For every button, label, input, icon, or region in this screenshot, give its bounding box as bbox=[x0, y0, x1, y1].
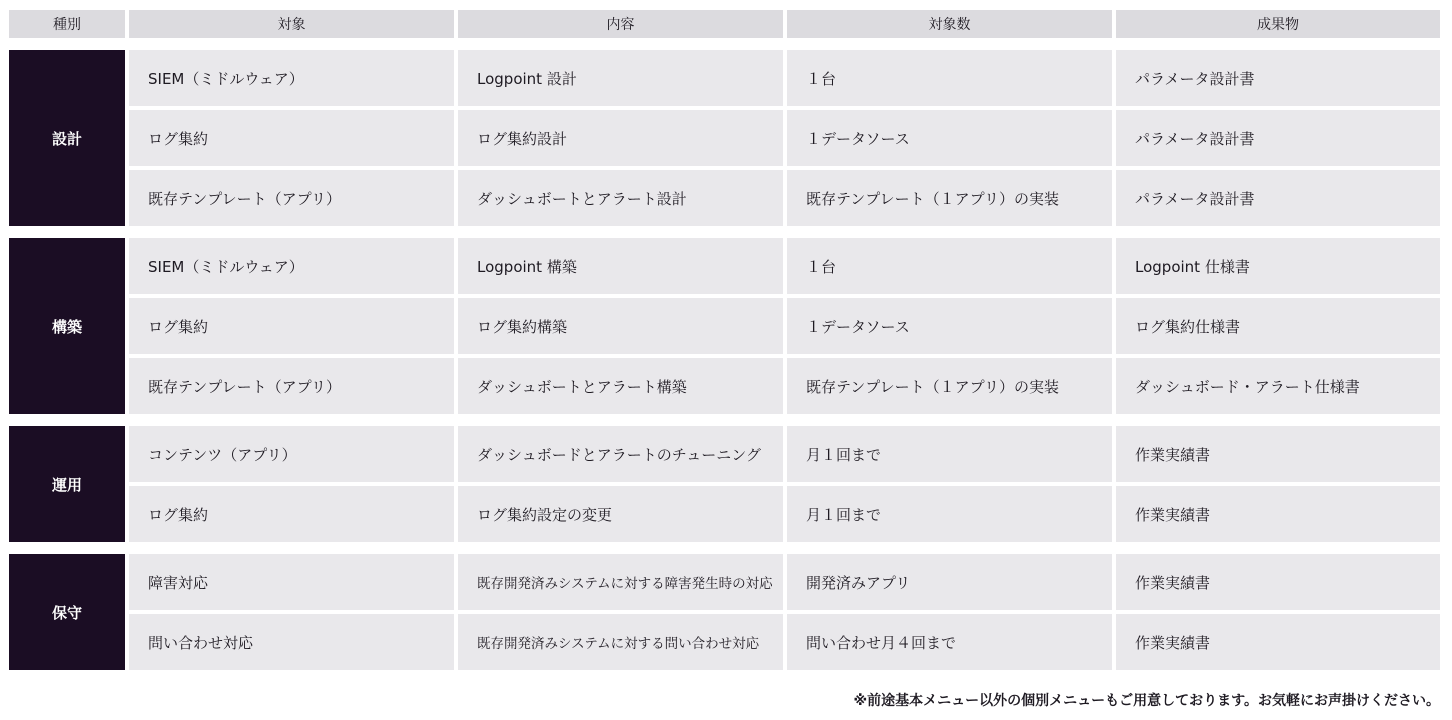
cell-deliverable: Logpoint 仕様書 bbox=[1116, 238, 1440, 294]
cell-quantity: １データソース bbox=[787, 298, 1112, 354]
cell-content: 既存開発済みシステムに対する障害発生時の対応 bbox=[458, 554, 783, 610]
cell-target: ログ集約 bbox=[129, 110, 454, 166]
cell-quantity: 問い合わせ月４回まで bbox=[787, 614, 1112, 670]
table-row bbox=[129, 426, 1440, 482]
cell-deliverable: ダッシュボード・アラート仕様書 bbox=[1116, 358, 1440, 414]
cell-content: Logpoint 設計 bbox=[458, 50, 783, 106]
category-label: 構築 bbox=[9, 238, 125, 414]
cell-target: SIEM（ミドルウェア） bbox=[129, 50, 454, 106]
table-row bbox=[129, 238, 1440, 294]
cell-content: ダッシュボートとアラート設計 bbox=[458, 170, 783, 226]
cell-quantity: 既存テンプレート（１アプリ）の実装 bbox=[787, 358, 1112, 414]
header-target: 対象 bbox=[129, 10, 454, 38]
cell-quantity: 月１回まで bbox=[787, 486, 1112, 542]
cell-deliverable: パラメータ設計書 bbox=[1116, 50, 1440, 106]
table-row bbox=[129, 614, 1440, 670]
group-build bbox=[9, 238, 1440, 414]
group-design bbox=[9, 50, 1440, 226]
table-row bbox=[129, 358, 1440, 414]
cell-target: 既存テンプレート（アプリ） bbox=[129, 170, 454, 226]
cell-target: ログ集約 bbox=[129, 298, 454, 354]
cell-content: Logpoint 構築 bbox=[458, 238, 783, 294]
cell-content: ダッシュボードとアラートのチューニング bbox=[458, 426, 783, 482]
cell-deliverable: 作業実績書 bbox=[1116, 486, 1440, 542]
cell-quantity: １データソース bbox=[787, 110, 1112, 166]
cell-target: 既存テンプレート（アプリ） bbox=[129, 358, 454, 414]
cell-content: ログ集約設定の変更 bbox=[458, 486, 783, 542]
table-row bbox=[129, 170, 1440, 226]
cell-content: ログ集約設計 bbox=[458, 110, 783, 166]
header-content: 内容 bbox=[458, 10, 783, 38]
header-category: 種別 bbox=[9, 10, 125, 38]
cell-target: ログ集約 bbox=[129, 486, 454, 542]
table-row bbox=[129, 486, 1440, 542]
header-quantity: 対象数 bbox=[787, 10, 1112, 38]
cell-quantity: 月１回まで bbox=[787, 426, 1112, 482]
cell-target: SIEM（ミドルウェア） bbox=[129, 238, 454, 294]
cell-quantity: １台 bbox=[787, 50, 1112, 106]
cell-content: 既存開発済みシステムに対する問い合わせ対応 bbox=[458, 614, 783, 670]
cell-deliverable: ログ集約仕様書 bbox=[1116, 298, 1440, 354]
cell-quantity: 開発済みアプリ bbox=[787, 554, 1112, 610]
cell-deliverable: 作業実績書 bbox=[1116, 614, 1440, 670]
cell-quantity: １台 bbox=[787, 238, 1112, 294]
cell-target: 障害対応 bbox=[129, 554, 454, 610]
cell-deliverable: パラメータ設計書 bbox=[1116, 170, 1440, 226]
table-row bbox=[129, 50, 1440, 106]
cell-content: ログ集約構築 bbox=[458, 298, 783, 354]
header-deliverable: 成果物 bbox=[1116, 10, 1440, 38]
cell-quantity: 既存テンプレート（１アプリ）の実装 bbox=[787, 170, 1112, 226]
cell-deliverable: 作業実績書 bbox=[1116, 554, 1440, 610]
table-header bbox=[9, 10, 1440, 38]
cell-deliverable: パラメータ設計書 bbox=[1116, 110, 1440, 166]
service-menu-table bbox=[9, 10, 1440, 682]
cell-deliverable: 作業実績書 bbox=[1116, 426, 1440, 482]
table-row bbox=[129, 110, 1440, 166]
cell-target: 問い合わせ対応 bbox=[129, 614, 454, 670]
group-maintenance bbox=[9, 554, 1440, 670]
cell-content: ダッシュボートとアラート構築 bbox=[458, 358, 783, 414]
category-label: 保守 bbox=[9, 554, 125, 670]
table-row bbox=[129, 554, 1440, 610]
table-row bbox=[129, 298, 1440, 354]
category-label: 運用 bbox=[9, 426, 125, 542]
group-operation bbox=[9, 426, 1440, 542]
category-label: 設計 bbox=[9, 50, 125, 226]
footnote: ※前途基本メニュー以外の個別メニューもご用意しております。お気軽にお声掛けください。 bbox=[853, 693, 1440, 709]
cell-target: コンテンツ（アプリ） bbox=[129, 426, 454, 482]
